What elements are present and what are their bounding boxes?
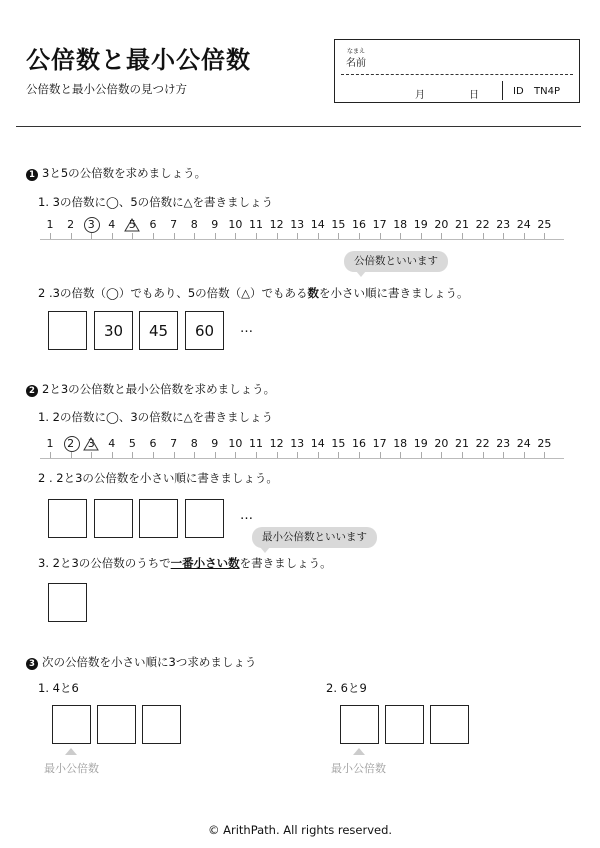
number-line-tick (421, 233, 422, 239)
q2-bubble (252, 527, 377, 548)
number-line-tick (194, 452, 195, 458)
number-line-tick (318, 233, 319, 239)
number-line-tick (91, 233, 92, 239)
q2-bubble-text: 最小公倍数といいます (262, 531, 367, 543)
q2-sub1: 1. 2の倍数に◯、3の倍数に△を書きましょう (38, 410, 273, 424)
answer-box-q2-1[interactable] (48, 499, 87, 538)
number-line-label: 24 (516, 437, 531, 450)
number-line-label: 19 (413, 437, 428, 450)
number-line-label: 12 (269, 437, 284, 450)
q3-p1: 1. 4と6 (38, 681, 79, 695)
answer-box-q3-2-3[interactable] (430, 705, 469, 744)
answer-box-q3-2-2[interactable] (385, 705, 424, 744)
number-line-tick (359, 233, 360, 239)
number-line-label: 16 (352, 218, 366, 231)
number-line-label: 7 (170, 437, 178, 450)
header-rule (16, 126, 581, 127)
number-line-tick (483, 233, 484, 239)
number-line-label: 21 (455, 218, 469, 231)
q2-bullet: 2 (26, 385, 38, 397)
q3-text: 次の公倍数を小さい順に3つ求めましょう (42, 655, 257, 669)
number-line-label: 18 (393, 437, 408, 450)
q1-bullet: 1 (26, 169, 38, 181)
number-line-tick (132, 452, 133, 458)
number-line-tick (524, 452, 525, 458)
number-line-label: 23 (496, 218, 511, 231)
number-line-label: 13 (290, 437, 305, 450)
name-furigana: なまえ (347, 48, 366, 55)
number-line-tick (174, 233, 175, 239)
number-line-label: 5 (128, 218, 136, 231)
q1-bubble (344, 251, 448, 272)
number-line-axis (40, 458, 564, 459)
answer-box-q1-3[interactable]: 45 (139, 311, 178, 350)
number-line-label: 23 (496, 437, 511, 450)
footer-copyright: © ArithPath. All rights reserved. (207, 823, 393, 837)
number-line-2 (40, 437, 564, 467)
number-line-tick (544, 452, 545, 458)
answer-box-q3-1-2[interactable] (97, 705, 136, 744)
number-line-label: 12 (269, 218, 284, 231)
circle-mark (64, 436, 80, 452)
number-line-label: 25 (537, 218, 552, 231)
lcm-label-2: 最小公倍数 (331, 762, 386, 775)
number-line-label: 22 (475, 218, 490, 231)
number-line-label: 2 (67, 218, 75, 231)
day-label: 日 (469, 90, 479, 101)
bubble-tail (260, 547, 270, 553)
q2-ellipsis: … (240, 508, 254, 523)
number-line-label: 8 (190, 218, 198, 231)
number-line-tick (380, 452, 381, 458)
number-line-tick (462, 233, 463, 239)
number-line-tick (524, 233, 525, 239)
number-line-tick (91, 452, 92, 458)
number-line-label: 24 (516, 218, 531, 231)
number-line-1 (40, 218, 564, 248)
answer-box-q3-1-1[interactable] (52, 705, 91, 744)
answer-box-q3-2-1[interactable] (340, 705, 379, 744)
q2-sub3-c: を書きましょう。 (239, 556, 332, 570)
number-line-tick (256, 452, 257, 458)
number-line-tick (400, 233, 401, 239)
q2-text: 2と3の公倍数と最小公倍数を求めましょう。 (42, 382, 276, 396)
number-line-tick (297, 233, 298, 239)
answer-box-q1-2[interactable]: 30 (94, 311, 133, 350)
triangle-mark (83, 437, 99, 451)
number-line-tick (112, 452, 113, 458)
id-label: ID (513, 86, 524, 97)
q1-ellipsis: … (240, 321, 254, 336)
number-line-tick (50, 233, 51, 239)
number-line-label: 15 (331, 218, 346, 231)
name-box (334, 39, 580, 103)
number-line-label: 17 (372, 437, 387, 450)
number-line-label: 10 (228, 437, 243, 450)
number-line-label: 14 (310, 437, 325, 450)
number-line-label: 22 (475, 437, 490, 450)
answer-box-q2-lcm[interactable] (48, 583, 87, 622)
q2-heading (26, 381, 275, 397)
number-line-label: 25 (537, 437, 552, 450)
q1-sub2-b: 数 (307, 286, 319, 300)
answer-box-q1-4[interactable]: 60 (185, 311, 224, 350)
number-line-tick (235, 233, 236, 239)
number-line-label: 9 (211, 437, 219, 450)
q3-bullet: 3 (26, 658, 38, 670)
number-line-tick (215, 233, 216, 239)
number-line-tick (441, 233, 442, 239)
number-line-label: 14 (310, 218, 325, 231)
number-line-label: 3 (87, 437, 95, 450)
number-line-tick (174, 452, 175, 458)
number-line-tick (380, 233, 381, 239)
id-value: TN4P (534, 86, 560, 97)
bubble-tail (356, 271, 366, 277)
q2-sub3-b: 一番小さい数 (170, 556, 240, 570)
q2-sub2: 2 . 2と3の公倍数を小さい順に書きましょう。 (38, 471, 278, 485)
q3-p2: 2. 6と9 (326, 681, 367, 695)
number-line-label: 8 (190, 437, 198, 450)
number-line-label: 16 (352, 437, 366, 450)
q1-bubble-text: 公倍数といいます (354, 255, 438, 267)
number-line-tick (50, 452, 51, 458)
q1-text: 3と5の公倍数を求めましょう。 (42, 166, 207, 180)
number-line-tick (277, 452, 278, 458)
number-line-tick (71, 452, 72, 458)
month-label: 月 (415, 90, 425, 101)
number-line-tick (256, 233, 257, 239)
number-line-label: 10 (228, 218, 243, 231)
q2-sub3-a: 3. 2と3の公倍数のうちで (38, 556, 171, 570)
name-dashed-line (341, 74, 573, 75)
number-line-label: 17 (372, 218, 387, 231)
number-line-label: 6 (149, 218, 157, 231)
lcm-pointer-2 (353, 748, 365, 755)
q1-heading (26, 165, 206, 181)
number-line-label: 5 (128, 437, 136, 450)
number-line-label: 19 (413, 218, 428, 231)
number-line-label: 1 (46, 437, 54, 450)
number-line-label: 18 (393, 218, 408, 231)
answer-box-q2-4[interactable] (185, 499, 224, 538)
name-label: 名前 (346, 58, 366, 69)
number-line-label: 6 (149, 437, 157, 450)
lcm-label-1: 最小公倍数 (44, 762, 99, 775)
number-line-label: 13 (290, 218, 305, 231)
q1-sub1: 1. 3の倍数に◯、5の倍数に△を書きましょう (38, 195, 273, 209)
number-line-tick (112, 233, 113, 239)
number-line-tick (503, 233, 504, 239)
number-line-tick (462, 452, 463, 458)
number-line-label: 2 (67, 437, 75, 450)
number-line-tick (338, 233, 339, 239)
number-line-tick (483, 452, 484, 458)
number-line-tick (441, 452, 442, 458)
number-line-tick (277, 233, 278, 239)
number-line-label: 7 (170, 218, 178, 231)
number-line-label: 21 (455, 437, 469, 450)
q1-sub2-a: 2 .3の倍数（◯）でもあり、5の倍数（△）でもある (38, 286, 308, 300)
number-line-tick (400, 452, 401, 458)
triangle-mark (124, 218, 140, 232)
number-line-tick (421, 452, 422, 458)
number-line-tick (338, 452, 339, 458)
number-line-tick (297, 452, 298, 458)
number-line-label: 15 (331, 437, 346, 450)
number-line-tick (153, 233, 154, 239)
answer-box-q1-1[interactable] (48, 311, 87, 350)
number-line-label: 20 (434, 437, 449, 450)
number-line-label: 1 (46, 218, 54, 231)
q1-sub2-c: を小さい順に書きましょう。 (318, 286, 469, 300)
number-line-tick (544, 233, 545, 239)
lcm-pointer-1 (65, 748, 77, 755)
number-line-tick (359, 452, 360, 458)
number-line-label: 20 (434, 218, 449, 231)
divider (502, 81, 503, 100)
number-line-label: 4 (108, 218, 116, 231)
q2-sub3 (38, 555, 332, 571)
number-line-tick (318, 452, 319, 458)
number-line-label: 3 (87, 218, 95, 231)
number-line-tick (215, 452, 216, 458)
answer-box-q3-1-3[interactable] (142, 705, 181, 744)
number-line-tick (503, 452, 504, 458)
number-line-label: 11 (249, 218, 263, 231)
number-line-tick (153, 452, 154, 458)
number-line-label: 9 (211, 218, 219, 231)
q1-sub2 (38, 285, 468, 301)
number-line-tick (194, 233, 195, 239)
answer-box-q2-2[interactable] (94, 499, 133, 538)
number-line-tick (71, 233, 72, 239)
number-line-tick (235, 452, 236, 458)
page-subtitle: 公倍数と最小公倍数の見つけ方 (26, 82, 187, 96)
number-line-label: 11 (249, 437, 263, 450)
number-line-label: 4 (108, 437, 116, 450)
answer-box-q2-3[interactable] (139, 499, 178, 538)
number-line-axis (40, 239, 564, 240)
q3-heading (26, 654, 256, 670)
number-line-tick (132, 233, 133, 239)
page-title: 公倍数と最小公倍数 (26, 46, 251, 74)
